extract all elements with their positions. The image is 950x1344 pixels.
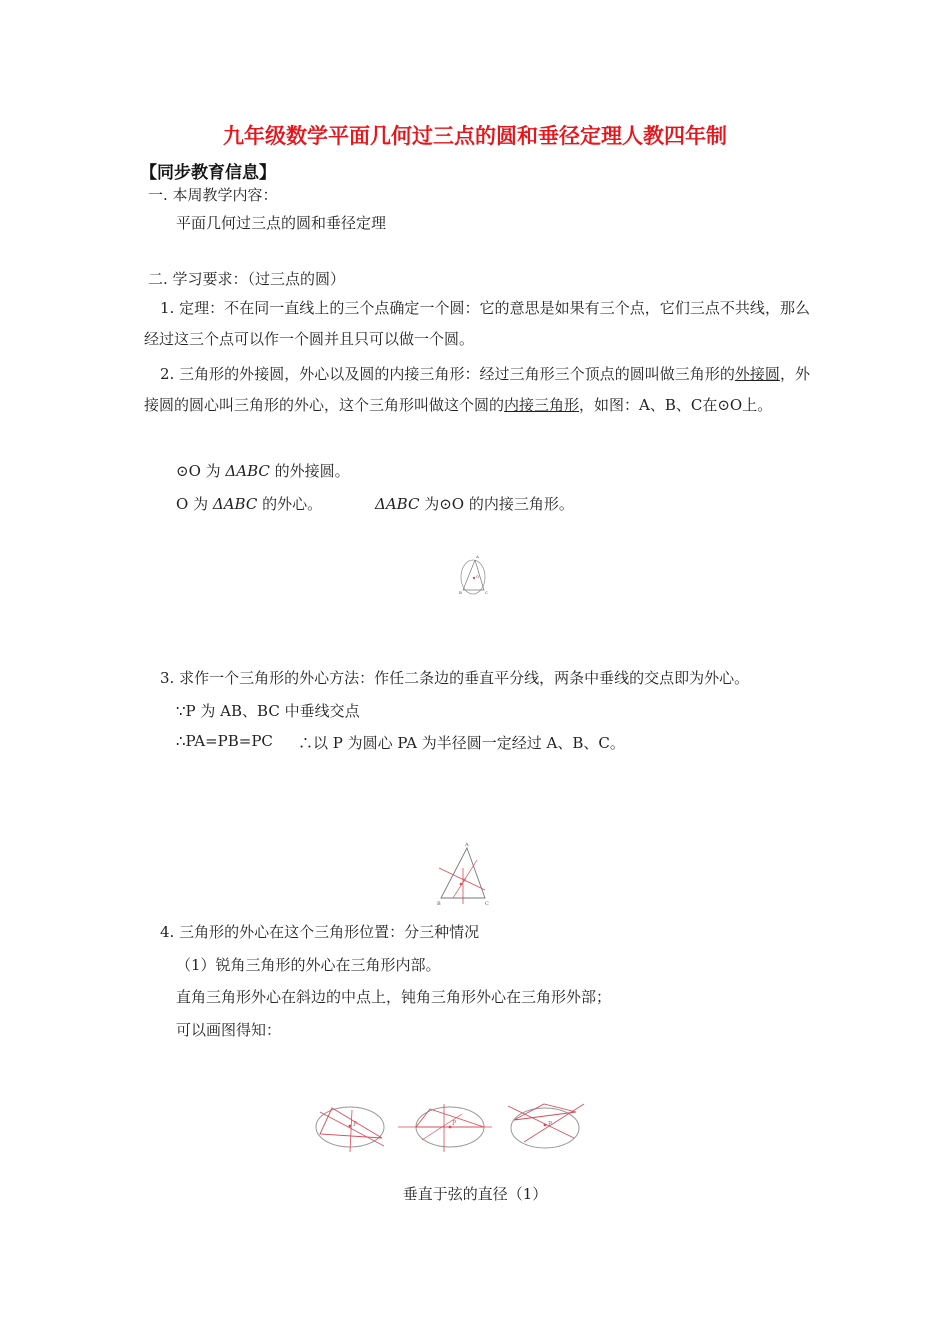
term-circumcircle: 外接圆: [734, 365, 780, 383]
center-point: [473, 577, 475, 579]
section-1-heading: 一. 本周教学内容：: [148, 186, 278, 204]
point-p: [349, 1125, 352, 1128]
triangle-outline: [514, 1104, 576, 1120]
paragraph-2-text-a: 2. 三角形的外接圆，外心以及圆的内接三角形：经过三角形三个顶点的圆叫做三角形的: [160, 365, 735, 383]
paragraph-3: 3. 求作一个三角形的外心方法：作任二条边的垂直平分线，两条中垂线的交点即为外心。: [160, 669, 750, 687]
statement-circumcircle: [176, 460, 350, 481]
obtuse-case: [508, 1104, 584, 1148]
statement-circumcircle-a: ⊙O 为: [176, 462, 221, 480]
label-c: C: [485, 901, 489, 907]
paragraph-4: 4. 三角形的外心在这个三角形位置：分三种情况: [160, 923, 480, 941]
label-p: P: [463, 878, 467, 884]
term-inscribed-triangle: 内接三角形: [504, 396, 580, 414]
statement-circumcircle-b: 的外接圆。: [274, 462, 350, 480]
therefore-statement-2: ∴以 P 为圆心 PA 为半径圆一定经过 A、B、C。: [298, 734, 625, 752]
section-caption: 垂直于弦的直径（1）: [402, 1185, 548, 1203]
triangle-outline: [416, 1109, 484, 1127]
paragraph-4-item-3: 可以画图得知：: [176, 1021, 282, 1039]
right-case: [398, 1104, 492, 1152]
paragraph-1: 1. 定理：不在同一直线上的三个点确定一个圆：它的意思是如果有三个点，它们三点不共线，那么经过这三个点可以作一个圆并且只可以做一个圆。: [144, 299, 810, 348]
paragraph-2-text-c: ，如图：A、B、C在⊙O上。: [579, 396, 773, 414]
section-1-content: 平面几何过三点的圆和垂径定理: [176, 214, 387, 232]
paragraph-2-text-b: ，外接圆的圆心叫三角形的外心，这个三角形叫做这个圆的: [144, 365, 810, 414]
acute-case: [316, 1107, 384, 1152]
label-b: B: [437, 901, 441, 907]
triangle-abc: ΔABC: [375, 495, 420, 513]
label-a: A: [465, 842, 469, 848]
triangle-abc: ΔABC: [212, 495, 258, 513]
bisector-line: [508, 1106, 574, 1138]
label-p: P: [548, 1121, 553, 1128]
point-p: [449, 1126, 452, 1129]
label-b: B: [459, 590, 462, 595]
perpendicular-bisector-figure: [433, 838, 493, 908]
label-p: P: [452, 1120, 457, 1127]
label-p: P: [353, 1121, 358, 1128]
statement-inscribed: [375, 493, 574, 514]
section-header: 【同步教育信息】: [140, 163, 276, 183]
statement-inscribed-text: 为⊙O 的内接三角形。: [424, 495, 574, 513]
point-p: [460, 883, 463, 886]
label-a: A: [476, 554, 479, 559]
triangle-abc: ΔABC: [225, 462, 270, 480]
statement-circumcenter-a: O 为: [176, 495, 209, 513]
therefore-statement-1: ∴PA=PB=PC: [176, 732, 273, 750]
statement-circumcenter-b: 的外心。: [262, 495, 323, 513]
section-2-heading: 二. 学习要求：（过三点的圆）: [148, 270, 346, 288]
three-cases-figure: [312, 1100, 592, 1156]
page-title: 九年级数学平面几何过三点的圆和垂径定理人教四年制: [223, 123, 727, 148]
label-o: O: [476, 574, 480, 579]
point-p: [544, 1124, 547, 1127]
paragraph-4-item-2: 直角三角形外心在斜边的中点上，钝角三角形外心在三角形外部；: [176, 988, 612, 1006]
because-statement: ∵P 为 AB、BC 中垂线交点: [176, 702, 360, 720]
bisector-line: [350, 1110, 352, 1152]
paragraph-2: [144, 359, 810, 421]
paragraph-4-item-1: （1）锐角三角形的外心在三角形内部。: [176, 956, 441, 974]
circumcircle-figure: [455, 550, 493, 600]
label-c: C: [485, 590, 489, 595]
statement-circumcenter: [176, 493, 322, 514]
